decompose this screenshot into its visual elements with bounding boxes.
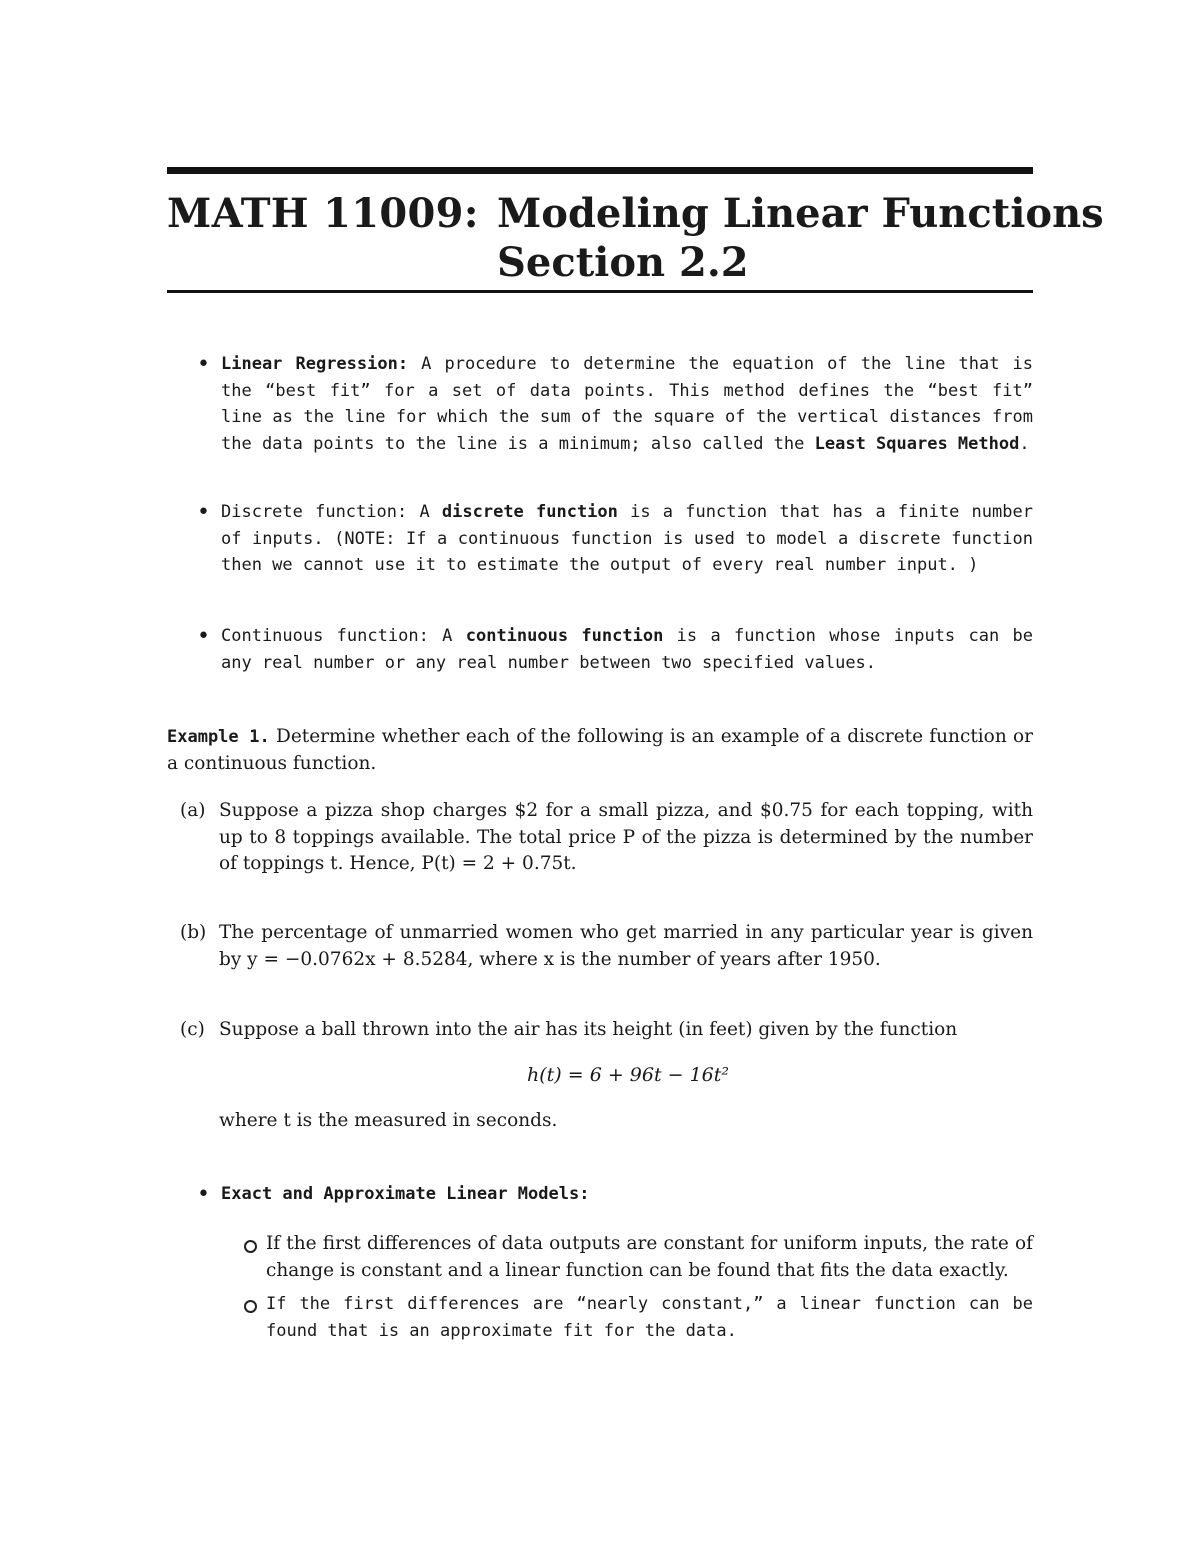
definition-term: Continuous function: — [221, 626, 429, 646]
definition-text-end: . — [1019, 433, 1030, 454]
definition-text: A — [428, 626, 466, 646]
part-a-text: Suppose a pizza shop charges $2 for a small pizza, and $0.75 for each topping, with up to 8 toppings available. The total price P of the pizza is determined by the number of toppings t. Hence, P(t) = 2 + 0.75t. — [219, 800, 1033, 874]
bullet-icon — [197, 354, 210, 376]
models-item-exact: If the first differences of data outputs are constant for uniform inputs, the rate of change is constant and a linear function can be found that fits the data exactly. — [266, 1233, 1033, 1281]
part-c-text: Suppose a ball thrown into the air has its height (in feet) given by the function — [219, 1019, 958, 1040]
definition-discrete-function — [221, 499, 1033, 579]
part-c-text-after: where t is the measured in seconds. — [219, 1110, 558, 1131]
definition-text: A — [407, 502, 442, 522]
models-heading — [221, 1181, 589, 1208]
definition-term: Discrete function: — [221, 502, 408, 522]
models-item-approximate: If the first differences are “nearly constant,” a linear function can be found that is an approximate fit for the data. — [266, 1294, 1033, 1341]
definition-emphasis: continuous function — [465, 626, 664, 646]
height-equation: h(t) = 6 + 96t − 16t² — [527, 1064, 730, 1086]
definition-text-end: is a function that has a finite number of inputs. (NOTE: If a continuous function is used to model a discrete function then we cannot use it to estimate the output of every real number input. ) — [221, 502, 1033, 575]
part-b-text: The percentage of unmarried women who get married in any particular year is given by y = −0.0762x + 8.5284, where x is the number of years after 1950. — [219, 922, 1033, 970]
header-rule-top — [167, 167, 1033, 174]
definition-linear-regression — [221, 351, 1033, 457]
circle-bullet-icon — [244, 1240, 257, 1253]
example-text: Determine whether each of the following is an example of a discrete function or a continuous function. — [167, 726, 1033, 774]
part-label-c: (c) — [180, 1019, 205, 1040]
header-rule-bottom — [167, 290, 1033, 293]
definition-text: A procedure to determine the equation of the line that is the “best fit” for a set of data points. This method defines the “best fit” line as the line for which the sum of the square of the vertical distances from the data points to the line is a minimum; also called the — [221, 354, 1033, 454]
part-label-a: (a) — [180, 800, 206, 821]
course-title: MATH 11009: — [167, 190, 479, 237]
definition-term: Linear Regression: — [221, 354, 409, 374]
definition-continuous-function — [221, 623, 1033, 676]
definition-emphasis: discrete function — [441, 502, 618, 522]
models-heading-text: Exact and Approximate Linear Models: — [221, 1184, 590, 1204]
example-prompt — [167, 724, 1033, 777]
topic-title: Modeling Linear Functions — [497, 190, 1104, 237]
part-label-b: (b) — [180, 922, 207, 943]
bullet-icon — [197, 626, 210, 648]
definition-emphasis: Least Squares Method — [814, 433, 1020, 454]
section-title: Section 2.2 — [497, 239, 749, 286]
definition-text-end: is a function whose inputs can be any real number or any real number between two specified values. — [221, 626, 1034, 673]
bullet-icon — [197, 1184, 210, 1206]
example-label: Example 1. — [167, 727, 270, 747]
bullet-icon — [197, 502, 210, 524]
circle-bullet-icon — [244, 1300, 257, 1313]
